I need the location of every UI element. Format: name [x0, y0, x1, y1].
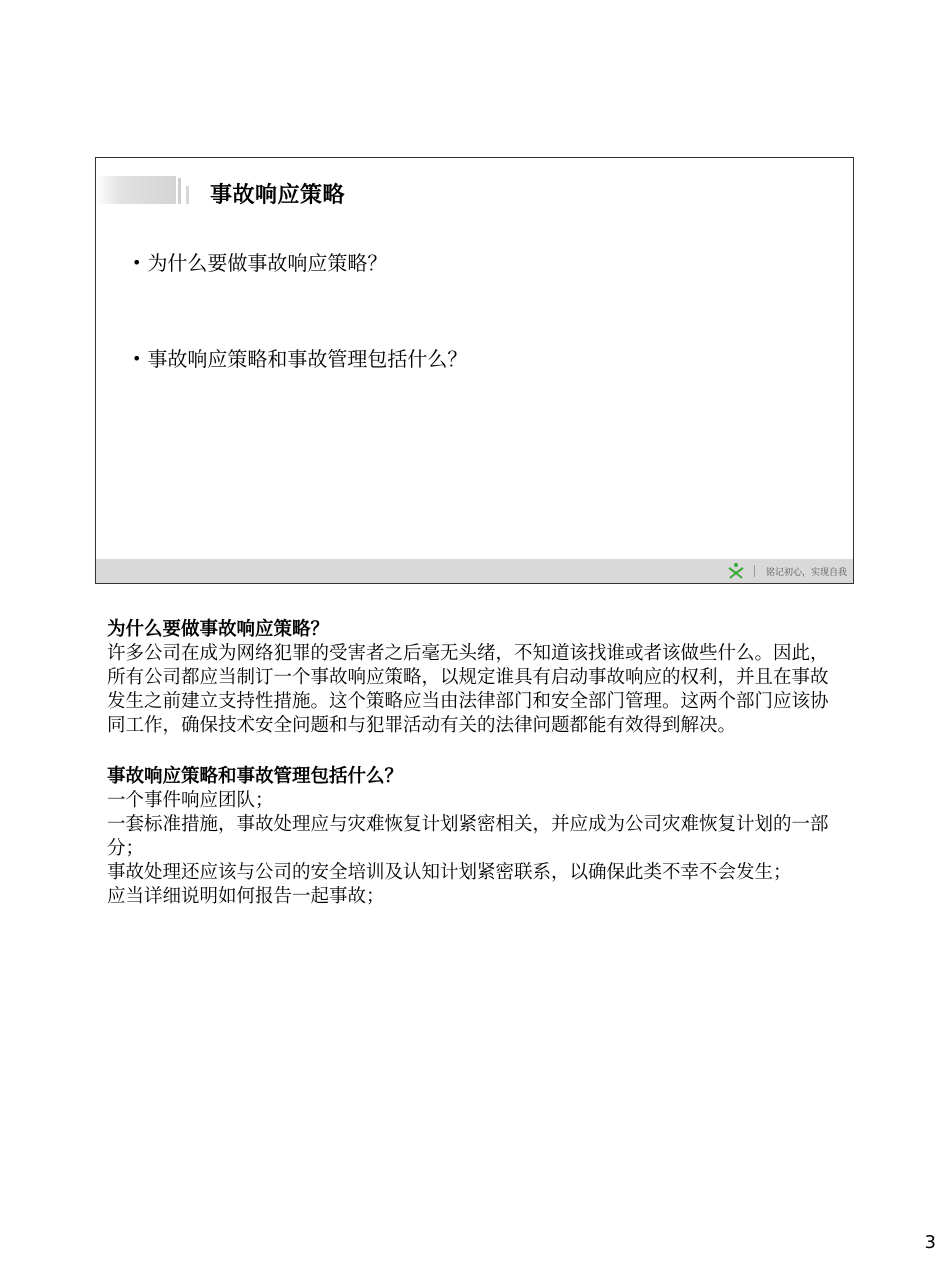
- header-decor-tick: [178, 178, 181, 204]
- bullet-dot: •: [132, 253, 142, 272]
- notes-heading: 为什么要做事故响应策略？: [107, 619, 330, 640]
- header-decor-bar: [96, 176, 176, 204]
- notes-list-item: 一套标准措施，事故处理应与灾难恢复计划紧密相关，并应成为公司灾难恢复计划的一部分；: [107, 814, 829, 859]
- slide-bullet: [132, 247, 387, 276]
- bullet-dot: •: [132, 349, 142, 368]
- slide-bullet-text: 为什么要做事故响应策略？: [147, 251, 388, 275]
- notes-list-item: 一个事件响应团队；: [107, 790, 274, 811]
- page-number: 3: [924, 1232, 936, 1253]
- slide-title: 事故响应策略: [210, 183, 346, 208]
- notes-heading: 事故响应策略和事故管理包括什么？: [107, 766, 404, 787]
- slide-bullet-text: 事故响应策略和事故管理包括什么？: [147, 347, 468, 371]
- green-logo-icon: [727, 562, 745, 580]
- slide-bullet: [132, 343, 467, 372]
- notes-list-item: 应当详细说明如何报告一起事故；: [107, 886, 385, 907]
- footer-slogan: 铭记初心，实现自我: [765, 568, 847, 578]
- footer-separator: [754, 565, 755, 577]
- slide-frame: [95, 157, 854, 584]
- slide-footer: [96, 559, 853, 583]
- header-decor-tick: [186, 186, 189, 204]
- notes-list-item: 事故处理还应该与公司的安全培训及认知计划紧密联系，以确保此类不幸不会发生；: [107, 862, 792, 883]
- notes-paragraph: 许多公司在成为网络犯罪的受害者之后毫无头绪，不知道该找谁或者该做些什么。因此，所有公司都应当制订一个事故响应策略，以规定谁具有启动事故响应的权利，并且在事故发生之前建立支持性措施。这个策略应当由法律部门和安全部门管理。这两个部门应该协同工作，确保技术安全问题和与犯罪活动有关的法律问题都能有效得到解决。: [107, 643, 829, 736]
- speaker-notes: [107, 618, 832, 909]
